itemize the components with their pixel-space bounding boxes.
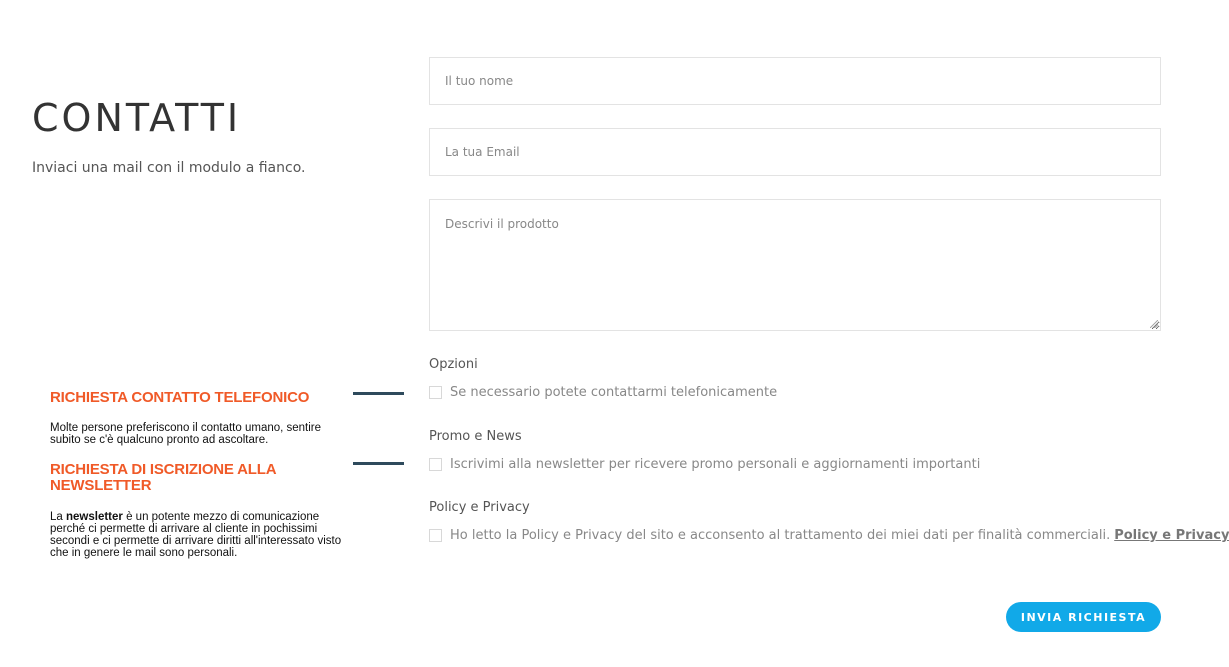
phone-annotation-connector	[353, 392, 404, 395]
newsletter-text-bold: newsletter	[66, 511, 123, 523]
email-input[interactable]	[429, 128, 1161, 176]
policy-checkbox[interactable]	[429, 529, 442, 542]
newsletter-text-after: è un potente mezzo di comunicazione perché ci permette di arrivare al cliente in pochissimi secondi e ci permette di arrivare diritti all'interessato visto che in genere le mail sono personali.	[50, 511, 342, 559]
product-description-textarea[interactable]	[429, 199, 1161, 331]
phone-contact-option[interactable]	[429, 385, 777, 400]
page-subtitle: Inviaci una mail con il modulo a fianco.	[32, 160, 306, 176]
newsletter-annotation-heading	[50, 462, 276, 494]
policy-group-label: Policy e Privacy	[429, 500, 530, 515]
phone-contact-checkbox-label: Se necessario potete contattarmi telefonicamente	[450, 385, 778, 400]
newsletter-checkbox-label: Iscrivimi alla newsletter per ricevere promo personali e aggiornamenti importanti	[450, 457, 981, 472]
phone-annotation-text: Molte persone preferiscono il contatto umano, sentire subito se c'è qualcuno pronto ad ascoltare.	[50, 422, 322, 446]
newsletter-annotation-text	[50, 511, 342, 559]
submit-request-button[interactable]: INVIA RICHIESTA	[1006, 602, 1161, 632]
newsletter-annotation-connector	[353, 462, 404, 465]
newsletter-heading-line2: NEWSLETTER	[50, 477, 152, 494]
newsletter-checkbox[interactable]	[429, 458, 442, 471]
promo-group-label: Promo e News	[429, 429, 522, 444]
policy-checkbox-label: Ho letto la Policy e Privacy del sito e acconsento al trattamento dei miei dati per finalità commerciali.	[450, 528, 1111, 543]
textarea-resize-handle[interactable]	[1150, 320, 1158, 328]
newsletter-heading-line1: RICHIESTA DI ISCRIZIONE ALLA	[50, 461, 277, 478]
page-title: CONTATTI	[32, 96, 242, 140]
policy-option[interactable]	[429, 528, 1229, 543]
policy-privacy-link[interactable]: Policy e Privacy	[1114, 528, 1229, 543]
phone-contact-checkbox[interactable]	[429, 386, 442, 399]
name-input[interactable]	[429, 57, 1161, 105]
newsletter-text-before: La	[50, 511, 66, 523]
newsletter-option[interactable]	[429, 457, 980, 472]
phone-annotation-heading: RICHIESTA CONTATTO TELEFONICO	[50, 389, 310, 406]
options-group-label: Opzioni	[429, 357, 478, 372]
